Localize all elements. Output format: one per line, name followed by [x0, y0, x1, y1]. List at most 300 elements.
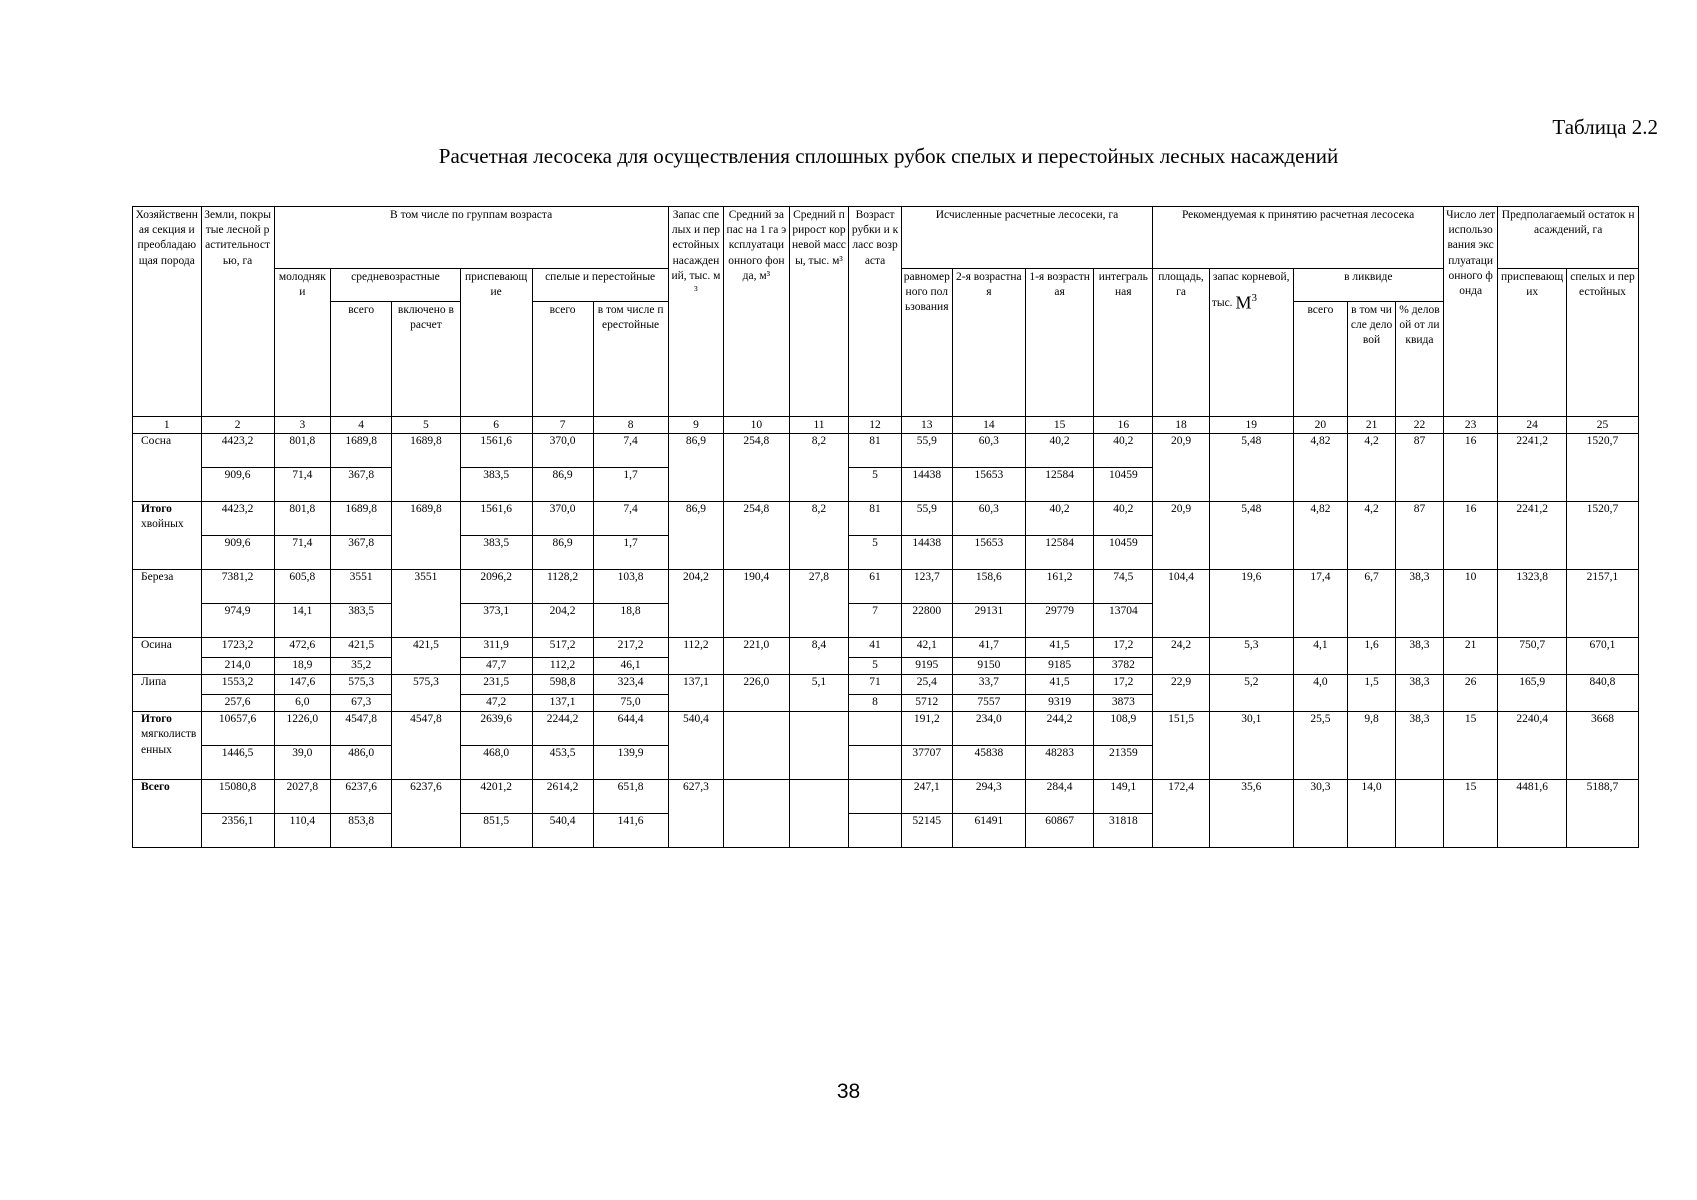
cell-c15: 9185 — [1025, 658, 1094, 675]
cell-c10: 254,8 — [724, 434, 789, 502]
cell-c14: 29131 — [952, 604, 1025, 638]
cell-c6: 231,5 — [460, 675, 532, 695]
species-name-text: Итого — [141, 503, 172, 516]
col-number: 10 — [724, 417, 789, 434]
cell-c7: 2244,2 — [532, 712, 593, 746]
species-name-text: Осина — [141, 639, 172, 652]
cell-c8: 7,4 — [593, 434, 668, 468]
cell-c18: 151,5 — [1153, 712, 1210, 780]
row-species-name — [133, 780, 202, 848]
cell-c7: 137,1 — [532, 695, 593, 712]
cell-c7: 112,2 — [532, 658, 593, 675]
cell-c12: 7 — [849, 604, 901, 638]
cell-c15: 40,2 — [1025, 434, 1094, 468]
cell-c21: 14,0 — [1348, 780, 1396, 848]
cell-c8: 75,0 — [593, 695, 668, 712]
cell-c14: 15653 — [952, 536, 1025, 570]
cell-c24: 4481,6 — [1498, 780, 1567, 848]
cell-c6: 2639,6 — [460, 712, 532, 746]
cell-c3: 6,0 — [274, 695, 331, 712]
col-number: 12 — [849, 417, 901, 434]
cell-c9: 137,1 — [668, 675, 724, 712]
cell-c6: 311,9 — [460, 638, 532, 658]
cell-c12: 61 — [849, 570, 901, 604]
header-uniform: равномерного пользования — [901, 269, 952, 417]
cell-c3: 71,4 — [274, 536, 331, 570]
cell-c14: 234,0 — [952, 712, 1025, 746]
cell-c4: 383,5 — [331, 604, 392, 638]
cell-c23: 15 — [1443, 780, 1497, 848]
row-species-name — [133, 638, 202, 675]
document-title: Расчетная лесосека для осуществления сплошных рубок спелых и перестойных лесных насаждений — [438, 144, 1339, 168]
header-avg-growth: Средний прирост корневой массы, тыс. м³ — [789, 207, 849, 417]
table-row — [133, 638, 1639, 658]
cell-c19: 5,3 — [1209, 638, 1293, 675]
cell-c6: 4201,2 — [460, 780, 532, 814]
cell-c11: 27,8 — [789, 570, 849, 638]
col-number: 18 — [1153, 417, 1210, 434]
cell-c4: 421,5 — [331, 638, 392, 658]
cell-c15: 29779 — [1025, 604, 1094, 638]
cell-c8: 644,4 — [593, 712, 668, 746]
cell-c7: 453,5 — [532, 746, 593, 780]
col-number: 3 — [274, 417, 331, 434]
cell-c13: 247,1 — [901, 780, 952, 814]
cell-c13: 22800 — [901, 604, 952, 638]
col-number: 16 — [1094, 417, 1153, 434]
row-species-name — [133, 502, 202, 570]
cell-c13: 52145 — [901, 814, 952, 848]
header-remain-pre-ripe: приспевающих — [1498, 269, 1567, 417]
cell-c7: 598,8 — [532, 675, 593, 695]
cell-c25: 670,1 — [1566, 638, 1638, 675]
cell-c3: 801,8 — [274, 434, 331, 468]
cell-c11: 5,1 — [789, 675, 849, 712]
cell-c12: 71 — [849, 675, 901, 695]
cell-c19: 5,48 — [1209, 434, 1293, 502]
cell-c10 — [724, 712, 789, 780]
cell-c12: 5 — [849, 536, 901, 570]
cell-c7: 86,9 — [532, 536, 593, 570]
col-number: 21 — [1348, 417, 1396, 434]
cell-c13: 5712 — [901, 695, 952, 712]
header-area: площадь, га — [1153, 269, 1210, 417]
cell-c22: 87 — [1396, 502, 1444, 570]
col-number: 23 — [1443, 417, 1497, 434]
cell-c5: 1689,8 — [392, 434, 461, 502]
table-label: Таблица 2.2 — [1552, 115, 1658, 139]
cell-c18: 22,9 — [1153, 675, 1210, 712]
cell-c14: 60,3 — [952, 434, 1025, 468]
cell-c21: 6,7 — [1348, 570, 1396, 638]
cell-c10: 221,0 — [724, 638, 789, 675]
species-name-text: Итого — [141, 713, 172, 726]
col-number: 15 — [1025, 417, 1094, 434]
cell-c5: 421,5 — [392, 638, 461, 675]
cell-c13: 9195 — [901, 658, 952, 675]
cell-c16: 40,2 — [1094, 434, 1153, 468]
cell-c3: 1226,0 — [274, 712, 331, 746]
cell-c25: 3668 — [1566, 712, 1638, 780]
header-overripe: в том числе перестойные — [593, 302, 668, 417]
header-middle-total: всего — [331, 302, 392, 417]
cell-c18: 20,9 — [1153, 434, 1210, 502]
cell-c8: 7,4 — [593, 502, 668, 536]
cell-c12: 8 — [849, 695, 901, 712]
cell-c25: 1520,7 — [1566, 434, 1638, 502]
cell-c7: 2614,2 — [532, 780, 593, 814]
cell-c7: 370,0 — [532, 434, 593, 468]
cell-c3: 110,4 — [274, 814, 331, 848]
cell-c3: 2027,8 — [274, 780, 331, 814]
cell-c3: 71,4 — [274, 468, 331, 502]
col-number: 2 — [201, 417, 274, 434]
cell-c16: 17,2 — [1094, 675, 1153, 695]
root-stock-unit: тыс. $М^3$ — [1211, 292, 1257, 313]
cell-c14: 294,3 — [952, 780, 1025, 814]
header-ripe-total: всего — [532, 302, 593, 417]
cell-c13: 37707 — [901, 746, 952, 780]
cell-c6: 47,7 — [460, 658, 532, 675]
col-number: 25 — [1566, 417, 1638, 434]
cell-c24: 1323,8 — [1498, 570, 1567, 638]
cell-c2: 2356,1 — [201, 814, 274, 848]
cell-c25: 5188,7 — [1566, 780, 1638, 848]
cell-c16: 13704 — [1094, 604, 1153, 638]
col-number: 20 — [1293, 417, 1347, 434]
species-name-subtext: хвойных — [141, 518, 184, 531]
cell-c24: 2240,4 — [1498, 712, 1567, 780]
cell-c22: 38,3 — [1396, 712, 1444, 780]
cell-c9: 627,3 — [668, 780, 724, 848]
cell-c2: 214,0 — [201, 658, 274, 675]
cell-c6: 2096,2 — [460, 570, 532, 604]
cell-c23: 15 — [1443, 712, 1497, 780]
cell-c16: 40,2 — [1094, 502, 1153, 536]
cell-c20: 4,0 — [1293, 675, 1347, 712]
table-row — [133, 434, 1639, 468]
cell-c21: 1,5 — [1348, 675, 1396, 712]
species-name-text: Сосна — [141, 435, 172, 448]
col-number: 8 — [593, 417, 668, 434]
cell-c10: 190,4 — [724, 570, 789, 638]
cell-c19: 19,6 — [1209, 570, 1293, 638]
cell-c3: 801,8 — [274, 502, 331, 536]
cell-c23: 10 — [1443, 570, 1497, 638]
col-number: 14 — [952, 417, 1025, 434]
col-number: 24 — [1498, 417, 1567, 434]
cell-c20: 30,3 — [1293, 780, 1347, 848]
cell-c15: 12584 — [1025, 536, 1094, 570]
table-row — [133, 712, 1639, 746]
cell-c2: 257,6 — [201, 695, 274, 712]
cell-c23: 21 — [1443, 638, 1497, 675]
cell-c13: 55,9 — [901, 502, 952, 536]
cell-c22 — [1396, 780, 1444, 848]
cell-c4: 3551 — [331, 570, 392, 604]
cell-c6: 1561,6 — [460, 502, 532, 536]
species-name-text: Всего — [141, 781, 170, 794]
cell-c2: 1553,2 — [201, 675, 274, 695]
cell-c21: 4,2 — [1348, 502, 1396, 570]
cell-c2: 909,6 — [201, 536, 274, 570]
cell-c2: 4423,2 — [201, 434, 274, 468]
cell-c24: 2241,2 — [1498, 434, 1567, 502]
col-number: 7 — [532, 417, 593, 434]
cell-c6: 47,2 — [460, 695, 532, 712]
cell-c15: 60867 — [1025, 814, 1094, 848]
cell-c15: 41,5 — [1025, 675, 1094, 695]
header-remain-ripe: спелых и перестойных — [1566, 269, 1638, 417]
cell-c12 — [849, 814, 901, 848]
header-calculated-cuts: Исчисленные расчетные лесосеки, га — [901, 207, 1153, 269]
row-species-name — [133, 675, 202, 712]
cell-c21: 9,8 — [1348, 712, 1396, 780]
cell-c18: 20,9 — [1153, 502, 1210, 570]
forest-cutting-table — [132, 206, 1639, 848]
cell-c2: 974,9 — [201, 604, 274, 638]
col-number: 1 — [133, 417, 202, 434]
cell-c4: 1689,8 — [331, 434, 392, 468]
cell-c13: 42,1 — [901, 638, 952, 658]
cell-c20: 4,1 — [1293, 638, 1347, 675]
cell-c16: 10459 — [1094, 536, 1153, 570]
cell-c5: 4547,8 — [392, 712, 461, 780]
root-stock-label: запас корневой, — [1212, 271, 1290, 283]
cell-c18: 104,4 — [1153, 570, 1210, 638]
header-young: молодняки — [274, 269, 331, 417]
cell-c4: 575,3 — [331, 675, 392, 695]
cell-c15: 244,2 — [1025, 712, 1094, 746]
col-number: 5 — [392, 417, 461, 434]
row-species-name — [133, 570, 202, 638]
cell-c16: 31818 — [1094, 814, 1153, 848]
cell-c12: 5 — [849, 468, 901, 502]
cell-c21: 1,6 — [1348, 638, 1396, 675]
cell-c15: 12584 — [1025, 468, 1094, 502]
row-species-name — [133, 712, 202, 780]
cell-c16: 17,2 — [1094, 638, 1153, 658]
cell-c14: 158,6 — [952, 570, 1025, 604]
cell-c11 — [789, 780, 849, 848]
cell-c25: 2157,1 — [1566, 570, 1638, 638]
cell-c11: 8,2 — [789, 434, 849, 502]
cell-c19: 5,48 — [1209, 502, 1293, 570]
header-liquid-percent: % деловой от ликвида — [1396, 302, 1444, 417]
cell-c20: 17,4 — [1293, 570, 1347, 638]
header-pre-ripe: приспевающие — [460, 269, 532, 417]
cell-c15: 284,4 — [1025, 780, 1094, 814]
page-number: 38 — [836, 1080, 861, 1103]
col-number: 19 — [1209, 417, 1293, 434]
cell-c7: 370,0 — [532, 502, 593, 536]
col-number: 9 — [668, 417, 724, 434]
cell-c9: 86,9 — [668, 434, 724, 502]
header-liquid-business: в том числе деловой — [1348, 302, 1396, 417]
cell-c8: 323,4 — [593, 675, 668, 695]
cell-c6: 383,5 — [460, 536, 532, 570]
cell-c12: 81 — [849, 434, 901, 468]
cell-c13: 191,2 — [901, 712, 952, 746]
cell-c18: 172,4 — [1153, 780, 1210, 848]
cell-c24: 750,7 — [1498, 638, 1567, 675]
cell-c14: 45838 — [952, 746, 1025, 780]
cell-c2: 4423,2 — [201, 502, 274, 536]
cell-c6: 383,5 — [460, 468, 532, 502]
header-liquid: в ликвиде — [1293, 269, 1443, 302]
table-row — [133, 675, 1639, 695]
cell-c16: 108,9 — [1094, 712, 1153, 746]
header-years-use: Число лет использования эксплуатационного фонда — [1443, 207, 1497, 417]
cell-c24: 165,9 — [1498, 675, 1567, 712]
table-row — [133, 502, 1639, 536]
cell-c15: 40,2 — [1025, 502, 1094, 536]
cell-c7: 204,2 — [532, 604, 593, 638]
cell-c22: 38,3 — [1396, 570, 1444, 638]
col-number: 11 — [789, 417, 849, 434]
cell-c12: 81 — [849, 502, 901, 536]
cell-c9: 86,9 — [668, 502, 724, 570]
cell-c14: 33,7 — [952, 675, 1025, 695]
header-ripe-overripe: спелые и перестойные — [532, 269, 668, 302]
cell-c10 — [724, 780, 789, 848]
cell-c15: 9319 — [1025, 695, 1094, 712]
cell-c12 — [849, 746, 901, 780]
cell-c23: 16 — [1443, 502, 1497, 570]
cell-c9: 112,2 — [668, 638, 724, 675]
cell-c4: 486,0 — [331, 746, 392, 780]
cell-c4: 853,8 — [331, 814, 392, 848]
table-body — [133, 434, 1639, 848]
cell-c15: 41,5 — [1025, 638, 1094, 658]
cell-c23: 16 — [1443, 434, 1497, 502]
cell-c12 — [849, 780, 901, 814]
cell-c16: 3782 — [1094, 658, 1153, 675]
cell-c25: 840,8 — [1566, 675, 1638, 712]
col-number: 13 — [901, 417, 952, 434]
cell-c8: 18,8 — [593, 604, 668, 638]
cell-c8: 46,1 — [593, 658, 668, 675]
cell-c5: 3551 — [392, 570, 461, 638]
cell-c13: 55,9 — [901, 434, 952, 468]
cell-c8: 141,6 — [593, 814, 668, 848]
cell-c8: 217,2 — [593, 638, 668, 658]
cell-c7: 517,2 — [532, 638, 593, 658]
cell-c14: 41,7 — [952, 638, 1025, 658]
header-remaining: Предполагаемый остаток насаждений, га — [1498, 207, 1639, 269]
cell-c13: 14438 — [901, 468, 952, 502]
cell-c15: 48283 — [1025, 746, 1094, 780]
cell-c6: 468,0 — [460, 746, 532, 780]
cell-c6: 1561,6 — [460, 434, 532, 468]
cell-c13: 25,4 — [901, 675, 952, 695]
header-avg-stock: Средний запас на 1 га эксплуатационного фонда, м³ — [724, 207, 789, 417]
cell-c8: 139,9 — [593, 746, 668, 780]
cell-c4: 6237,6 — [331, 780, 392, 814]
cell-c14: 9150 — [952, 658, 1025, 675]
table-header — [133, 207, 1639, 434]
cell-c18: 24,2 — [1153, 638, 1210, 675]
cell-c3: 605,8 — [274, 570, 331, 604]
cell-c12: 41 — [849, 638, 901, 658]
cell-c22: 38,3 — [1396, 675, 1444, 712]
cell-c2: 1446,5 — [201, 746, 274, 780]
cell-c5: 575,3 — [392, 675, 461, 712]
cell-c19: 30,1 — [1209, 712, 1293, 780]
species-name-subtext: мягколиственных — [141, 728, 197, 756]
cell-c14: 15653 — [952, 468, 1025, 502]
cell-c14: 7557 — [952, 695, 1025, 712]
cell-c16: 10459 — [1094, 468, 1153, 502]
cell-c2: 7381,2 — [201, 570, 274, 604]
cell-c7: 1128,2 — [532, 570, 593, 604]
cell-c6: 373,1 — [460, 604, 532, 638]
cell-c20: 4,82 — [1293, 434, 1347, 502]
cell-c2: 10657,6 — [201, 712, 274, 746]
header-forest-land: Земли, покрытые лесной растительностью, га — [201, 207, 274, 417]
cell-c10: 226,0 — [724, 675, 789, 712]
cell-c8: 1,7 — [593, 468, 668, 502]
cell-c8: 1,7 — [593, 536, 668, 570]
cell-c9: 204,2 — [668, 570, 724, 638]
cell-c2: 15080,8 — [201, 780, 274, 814]
header-middle-aged: средневозрастные — [331, 269, 461, 302]
species-name-text: Липа — [141, 676, 167, 689]
cell-c16: 21359 — [1094, 746, 1153, 780]
column-number-row — [133, 417, 1639, 434]
cell-c12: 5 — [849, 658, 901, 675]
cell-c5: 6237,6 — [392, 780, 461, 848]
cell-c22: 87 — [1396, 434, 1444, 502]
col-number: 6 — [460, 417, 532, 434]
cell-c11 — [789, 712, 849, 780]
cell-c19: 5,2 — [1209, 675, 1293, 712]
cell-c24: 2241,2 — [1498, 502, 1567, 570]
cell-c4: 1689,8 — [331, 502, 392, 536]
col-number: 4 — [331, 417, 392, 434]
header-first-age: 1-я возрастная — [1025, 269, 1094, 417]
table-row — [133, 780, 1639, 814]
cell-c13: 14438 — [901, 536, 952, 570]
cell-c16: 74,5 — [1094, 570, 1153, 604]
cell-c20: 4,82 — [1293, 502, 1347, 570]
cell-c19: 35,6 — [1209, 780, 1293, 848]
cell-c16: 3873 — [1094, 695, 1153, 712]
cell-c4: 67,3 — [331, 695, 392, 712]
cell-c2: 909,6 — [201, 468, 274, 502]
cell-c3: 472,6 — [274, 638, 331, 658]
row-species-name — [133, 434, 202, 502]
cell-c3: 39,0 — [274, 746, 331, 780]
cell-c4: 35,2 — [331, 658, 392, 675]
cell-c4: 367,8 — [331, 468, 392, 502]
header-root-stock — [1209, 269, 1293, 417]
cell-c10: 254,8 — [724, 502, 789, 570]
cell-c3: 18,9 — [274, 658, 331, 675]
header-cutting-age: Возраст рубки и класс возраста — [849, 207, 901, 417]
cell-c6: 851,5 — [460, 814, 532, 848]
species-name-text: Береза — [141, 571, 174, 584]
cell-c4: 4547,8 — [331, 712, 392, 746]
cell-c8: 651,8 — [593, 780, 668, 814]
header-integral: интегральная — [1094, 269, 1153, 417]
cell-c8: 103,8 — [593, 570, 668, 604]
col-number: 22 — [1396, 417, 1444, 434]
header-recommended-cut: Рекомендуемая к принятию расчетная лесосека — [1153, 207, 1444, 269]
header-liquid-total: всего — [1293, 302, 1347, 417]
cell-c25: 1520,7 — [1566, 502, 1638, 570]
cell-c3: 14,1 — [274, 604, 331, 638]
